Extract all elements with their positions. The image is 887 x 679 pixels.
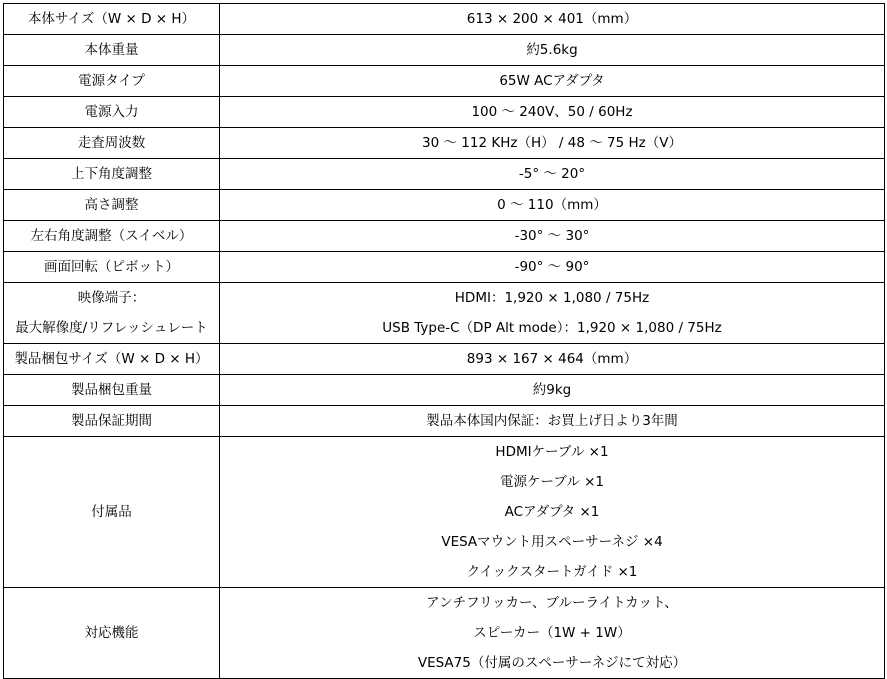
spec-value: 0 ～ 110（mm） xyxy=(497,197,607,213)
spec-label-cell xyxy=(4,406,220,437)
spec-label-cell xyxy=(4,159,220,190)
spec-value: 製品本体国内保証：お買上げ日より3年間 xyxy=(426,413,678,429)
spec-value: HDMI：1,920 × 1,080 / 75Hz xyxy=(454,290,650,306)
spec-label-cell xyxy=(4,190,220,221)
spec-value: 65W ACアダプタ xyxy=(499,73,605,89)
spec-value: アンチフリッカー、ブルーライトカット、 xyxy=(426,595,678,611)
spec-label: 電源入力 xyxy=(84,104,139,120)
spec-label-cell xyxy=(4,97,220,128)
spec-value: VESA75（付属のスペーサーネジにて対応） xyxy=(417,655,687,671)
spec-value: 30 ～ 112 KHz（H） / 48 ～ 75 Hz（V） xyxy=(422,135,682,151)
spec-value-cell xyxy=(220,375,885,406)
spec-row xyxy=(4,375,885,406)
spec-row xyxy=(4,252,885,283)
spec-label: 製品保証期間 xyxy=(71,413,152,429)
spec-row xyxy=(4,437,885,588)
spec-value-cell xyxy=(220,252,885,283)
spec-label-cell xyxy=(4,375,220,406)
spec-label-cell xyxy=(4,588,220,679)
spec-label: 付属品 xyxy=(91,504,132,520)
spec-label-cell xyxy=(4,344,220,375)
spec-table-body xyxy=(4,4,885,679)
spec-value: HDMIケーブル ×1 xyxy=(495,444,609,460)
spec-label: 最大解像度/リフレッシュレート xyxy=(15,320,208,336)
spec-label-cell xyxy=(4,252,220,283)
spec-value-cell xyxy=(220,159,885,190)
spec-row xyxy=(4,66,885,97)
spec-label: 電源タイプ xyxy=(78,73,145,89)
spec-value-cell xyxy=(220,221,885,252)
spec-value-cell xyxy=(220,128,885,159)
spec-value: -30° ～ 30° xyxy=(514,228,590,244)
spec-row xyxy=(4,4,885,35)
spec-label: 上下角度調整 xyxy=(71,166,152,182)
spec-value: 電源ケーブル ×1 xyxy=(500,474,604,490)
spec-row xyxy=(4,283,885,344)
spec-value-cell xyxy=(220,406,885,437)
spec-label: 左右角度調整（スイベル） xyxy=(30,228,193,244)
spec-value-cell xyxy=(220,4,885,35)
spec-value-cell xyxy=(220,190,885,221)
spec-table xyxy=(3,3,885,679)
spec-row xyxy=(4,159,885,190)
spec-label-cell xyxy=(4,437,220,588)
spec-value-cell xyxy=(220,344,885,375)
spec-value: -5° ～ 20° xyxy=(518,166,586,182)
spec-row xyxy=(4,128,885,159)
spec-value: 約5.6kg xyxy=(526,42,578,58)
spec-row xyxy=(4,406,885,437)
spec-label: 本体重量 xyxy=(84,42,139,58)
spec-label: 本体サイズ（W × D × H） xyxy=(27,11,196,27)
spec-label-cell xyxy=(4,128,220,159)
spec-label-cell xyxy=(4,66,220,97)
spec-value: VESAマウント用スペーサーネジ ×4 xyxy=(441,534,663,550)
spec-value-cell xyxy=(220,97,885,128)
spec-value-cell xyxy=(220,588,885,679)
spec-label-cell xyxy=(4,221,220,252)
spec-label: 走査周波数 xyxy=(77,135,146,151)
spec-label: 高さ調整 xyxy=(84,197,139,213)
spec-value: クイックスタートガイド ×1 xyxy=(466,564,638,580)
spec-value: 613 × 200 × 401（mm） xyxy=(466,11,638,27)
spec-value: -90° ～ 90° xyxy=(514,259,590,275)
spec-value-cell xyxy=(220,35,885,66)
spec-value: ACアダプタ ×1 xyxy=(504,504,600,520)
spec-label: 製品梱包サイズ（W × D × H） xyxy=(14,351,209,367)
spec-label-cell xyxy=(4,35,220,66)
spec-row xyxy=(4,221,885,252)
spec-row xyxy=(4,190,885,221)
spec-value: 893 × 167 × 464（mm） xyxy=(466,351,638,367)
spec-value-cell xyxy=(220,283,885,344)
spec-label: 製品梱包重量 xyxy=(71,382,152,398)
spec-value-cell xyxy=(220,66,885,97)
spec-label-cell xyxy=(4,4,220,35)
spec-label-cell xyxy=(4,283,220,344)
spec-label: 画面回転（ピボット） xyxy=(44,259,179,275)
spec-value: 約9kg xyxy=(532,382,572,398)
spec-value-cell xyxy=(220,437,885,588)
spec-row xyxy=(4,97,885,128)
spec-value: USB Type-C（DP Alt mode）：1,920 × 1,080 / 75Hz xyxy=(382,320,722,336)
spec-row xyxy=(4,35,885,66)
spec-label: 映像端子： xyxy=(77,290,146,306)
spec-label: 対応機能 xyxy=(84,625,139,641)
spec-row xyxy=(4,344,885,375)
spec-row xyxy=(4,588,885,679)
spec-value: スピーカー（1W + 1W） xyxy=(473,625,631,641)
spec-value: 100 ～ 240V、50 / 60Hz xyxy=(471,104,633,120)
